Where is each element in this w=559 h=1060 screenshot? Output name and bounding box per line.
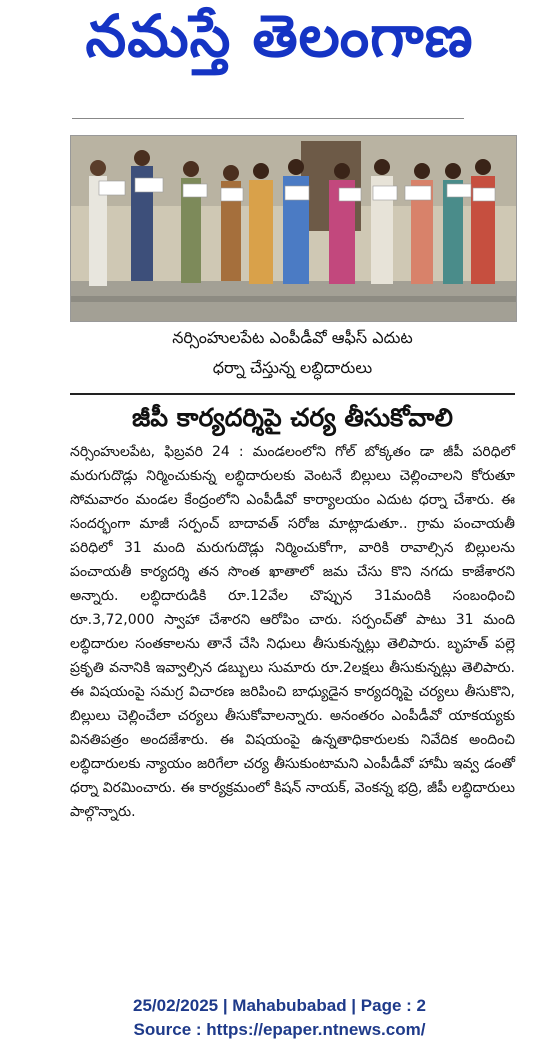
masthead — [0, 0, 559, 86]
divider — [72, 118, 464, 119]
newspaper-title: నమస్తే తెలంగాణ — [85, 1, 474, 70]
protest-photo — [70, 135, 517, 322]
footer-source: Source : https://epaper.ntnews.com/ — [133, 1020, 426, 1039]
photo-illustration — [71, 136, 516, 321]
caption-line-1: నర్సింహులపేట ఎంపీడీవో ఆఫీస్ ఎదుట — [172, 328, 413, 347]
article-body: నర్సింహులపేట, ఫిబ్రవరి 24 : మండలంలోని గోల్ బోక్కతం డా జీపీ పరిధిలో మరుగుదొడ్లు నిర్మించుకున్న లబ్ధిదారులకు వెంటనే బిల్లులు చెల్లించాలని కోరుతూ సోమవారం మండల కేంద్రంలోని ఎంపీడీవో కార్యాలయం ఎదుట ధర్నా చేశారు. ఈ సందర్భంగా మాజీ సర్పంచ్ బాదావత్ సరోజ మాట్లాడుతూ.. గ్రామ పంచాయతీ పరిధిలో 31 మంది మరుగుదొడ్లు నిర్మించుకోగా, వారికి రావాల్సిన బిల్లులను పంచాయతీ కార్యదర్శి తన సొంత ఖాతాలో జమ చేసు కొని నగదు కాజేశారని అన్నారు. లబ్ధిదారుడికి రూ.12వేల చొప్పున 31మందికి సంబంధించి రూ.3,72,000 స్వాహా చేశారని ఆరోపిం చారు. సర్పంచ్‌తో పాటు 31 మంది లబ్ధిదారుల సంతకాలను తానే చేసి నిధులు తీసుకున్నట్లు తెలిపారు. బృహత్ పల్లె ప్రకృతి వనానికి ఇవ్వాల్సిన డబ్బులు సుమారు రూ.2లక్షలు తీసుకున్నట్లు తెలిపారు. ఈ విషయంపై సమగ్ర విచారణ జరిపించి బాధ్యుడైన కార్యదర్శిపై చర్యలు తీసుకొని, బిల్లులు చెల్లించేలా చర్యలు తీసుకోవాలన్నారు. అనంతరం ఎంపీడీవో యాకయ్యకు వినతిపత్రం అందజేశారు. ఈ విషయంపై ఉన్నతాధికారులకు నివేదిక అందించి లబ్ధిదారులకు న్యాయం జరిగేలా చర్య తీసుకుంటామని ఎంపీడీవో హామీ ఇవ్వ డంతో ధర్నా విరమించారు. ఈ కార్యక్రమంలో కిషన్ నాయక్, వెంకన్న భద్రి, జీపీ లబ్ధిదారులు పాల్గొన్నారు. — [70, 444, 515, 820]
footer-date-edition: 25/02/2025 | Mahabubabad | Page : 2 — [133, 996, 426, 1015]
article-headline: జీపీ కార్యదర్శిపై చర్య తీసుకోవాలి — [70, 393, 515, 435]
caption-line-2: ధర్నా చేస్తున్న లబ్ధిదారులు — [212, 358, 373, 377]
footer — [0, 994, 559, 1042]
photo-caption — [70, 323, 515, 383]
